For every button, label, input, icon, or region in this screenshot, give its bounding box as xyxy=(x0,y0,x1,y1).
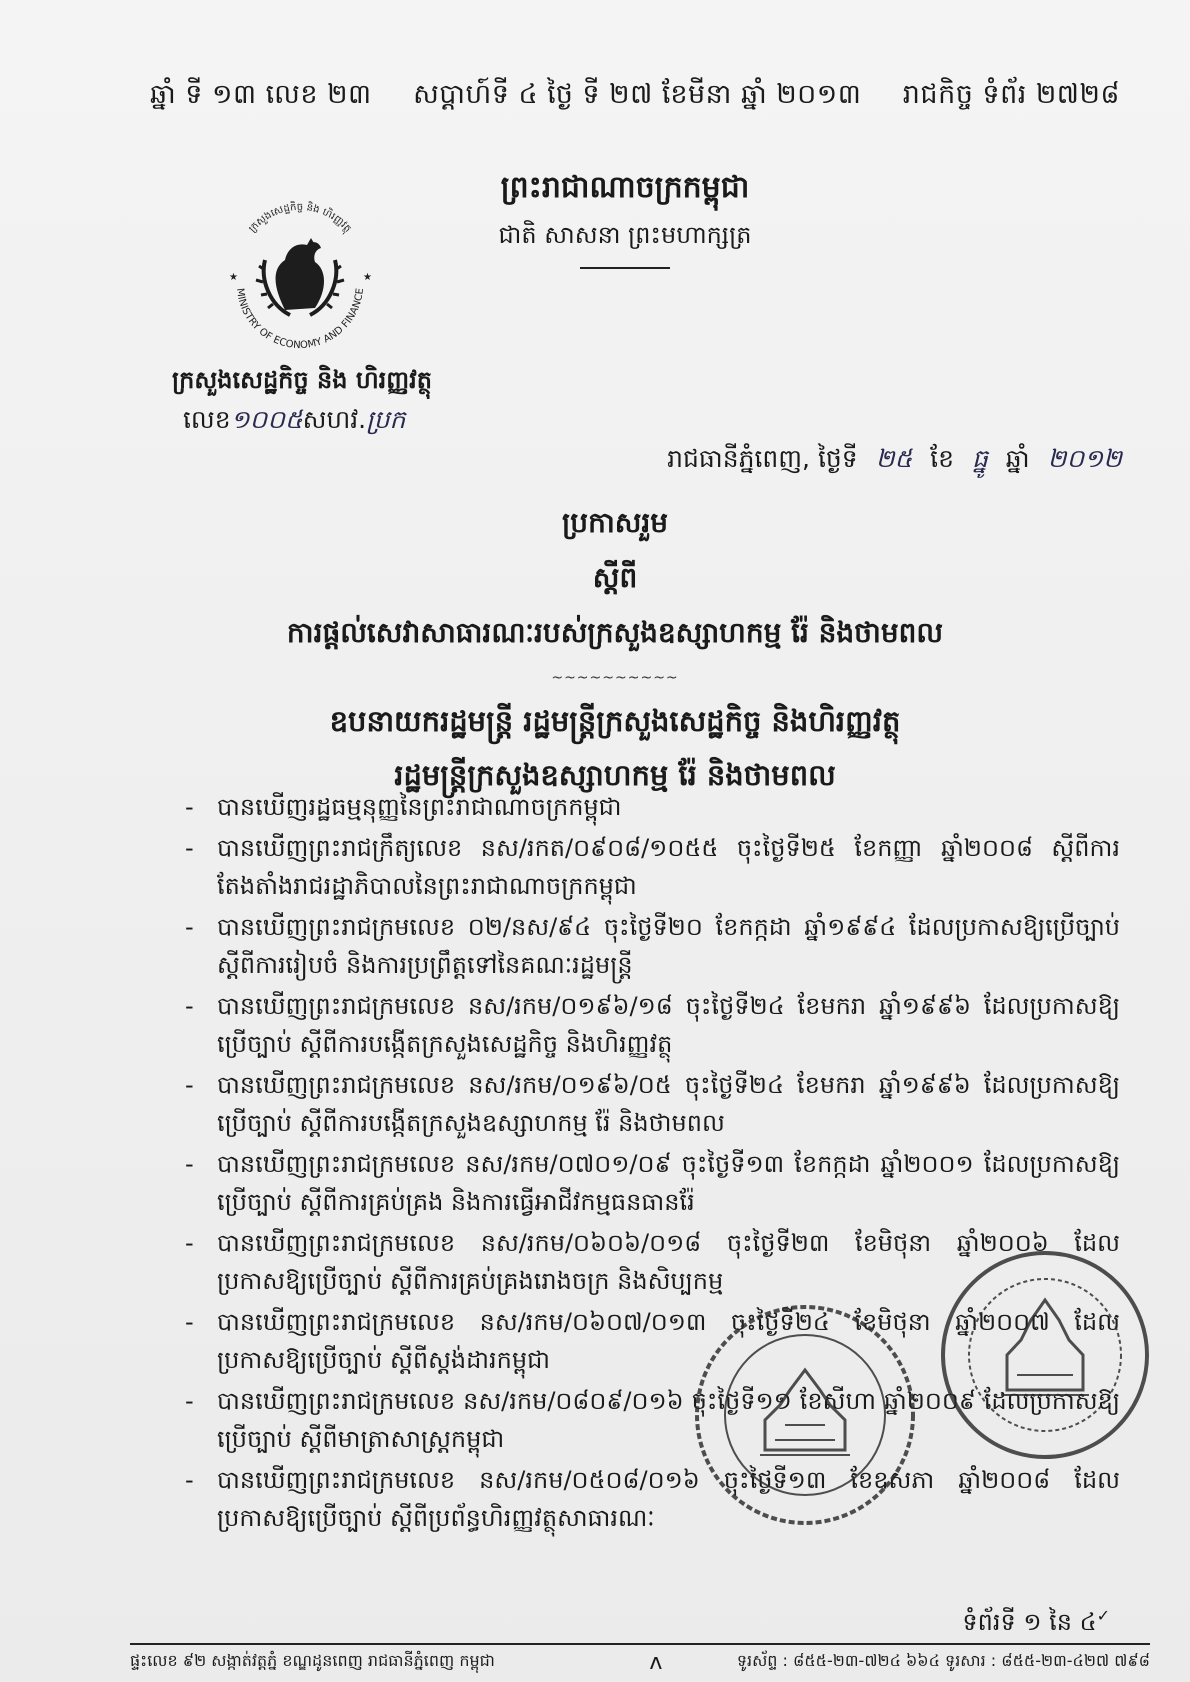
check-mark-icon: ✓ xyxy=(1096,1606,1110,1625)
page-label: ទំព័រទី ១ នៃ ៤ xyxy=(962,1608,1097,1636)
consideration-item: - បានឃើញព្រះរាជក្រមលេខ នស/រកម/០១៩៦/០៥ ចុះថ្ងៃទី២៤ ខែមករា ឆ្នាំ១៩៩៦ ដែលប្រកាសឱ្យប្រើច្បាប់ ស្តីពីការបង្កើតក្រសួងឧស្សាហកម្ម រ៉ែ និងថាមពល xyxy=(185,1066,1120,1142)
rooster-silhouette xyxy=(276,242,324,310)
heading-divider xyxy=(580,267,670,269)
temple-icon xyxy=(765,1370,845,1450)
consideration-item: - បានឃើញព្រះរាជក្រមលេខ ០២/នស/៩៤ ចុះថ្ងៃទី២០ ខែកក្កដា ឆ្នាំ១៩៩៤ ដែលប្រកាសឱ្យប្រើច្បាប់ស្តីពីការរៀបចំ និងការប្រព្រឹត្តទៅនៃគណៈរដ្ឋមន្ត្រី xyxy=(185,908,1120,984)
emblem-latin-text: MINISTRY OF ECONOMY AND FINANCE xyxy=(233,287,366,352)
reference-number xyxy=(183,405,405,441)
consideration-item: - បានឃើញព្រះរាជក្រមលេខ នស/រកម/០៥០៨/០១៦ ចុះថ្ងៃទី១៣ ខែឧសភា ឆ្នាំ២០០៨ ដែលប្រកាសឱ្យប្រើច្បាប់ ស្តីពីប្រព័ន្ធហិរញ្ញវត្ថុសាធារណៈ xyxy=(185,1461,1120,1537)
official-seal-left xyxy=(690,1300,920,1530)
official-seal-right xyxy=(935,1245,1155,1465)
consideration-item: - បានឃើញព្រះរាជក្រឹត្យលេខ នស/រកត/០៩០៨/១០៥៥ ចុះថ្ងៃទី២៥ ខែកញ្ញា ឆ្នាំ២០០៨ ស្តីពីការតែងតាំងរាជរដ្ឋាភិបាលនៃព្រះរាជាណាចក្រកម្ពុជា xyxy=(185,829,1120,905)
footer xyxy=(130,1650,1150,1675)
date-year-label: ឆ្នាំ xyxy=(1005,444,1030,473)
footer-address: ផ្ទះលេខ ៩២ សង្កាត់វត្តភ្នំ ខណ្ឌដូនពេញ រាជធានីភ្នំពេញ កម្ពុជា xyxy=(130,1651,495,1670)
temple-icon xyxy=(1007,1300,1083,1390)
ministry-emblem-logo xyxy=(215,190,385,360)
document-type: ប្រកាសរួម xyxy=(561,506,669,539)
ref-label: លេខ xyxy=(183,405,231,434)
ref-suffix: សហវ. xyxy=(302,405,367,434)
ref-value: ១០០៥ xyxy=(230,405,303,434)
consideration-item: - បានឃើញព្រះរាជក្រមលេខ នស/រកម/០១៩៦/១៨ ចុះថ្ងៃទី២៤ ខែមករា ឆ្នាំ១៩៩៦ ដែលប្រកាសឱ្យប្រើច្បាប់ ស្តីពីការបង្កើតក្រសួងសេដ្ឋកិច្ច និងហិរញ្ញវត្ថុ xyxy=(185,987,1120,1063)
kingdom-name: ព្រះរាជាណាចក្រកម្ពុជា xyxy=(500,170,750,205)
about-label: ស្តីពី xyxy=(592,561,638,594)
issuer-line-1: ឧបនាយករដ្ឋមន្ត្រី រដ្ឋមន្ត្រីក្រសួងសេដ្ឋកិច្ច និងហិរញ្ញវត្ថុ xyxy=(329,704,901,738)
national-motto: ជាតិ សាសនា ព្រះមហាក្សត្រ xyxy=(498,221,752,249)
title-ornament: ~~~~~~~~~~ xyxy=(551,670,679,686)
gazette-header xyxy=(150,78,1120,117)
date-day: ២៥ xyxy=(875,444,913,473)
date-month-label: ខែ xyxy=(930,444,954,473)
issue-date xyxy=(667,444,1132,480)
issuer-line-2: រដ្ឋមន្ត្រីក្រសួងឧស្សាហកម្ម រ៉ែ និងថាមពល xyxy=(394,758,836,792)
emblem-star-right: ★ xyxy=(363,272,372,283)
footer-contact: ទូរស័ព្ទ : ៨៥៥-២៣-៧២៤ ៦៦៤ ទូរសារ : ៨៥៥-២៣-៤២៧ ៧៩៨ xyxy=(736,1651,1150,1670)
consideration-item: - បានឃើញព្រះរាជក្រមលេខ នស/រកម/០៨០៩/០១៦ ចុះថ្ងៃទី១១ ខែសីហា ឆ្នាំ២០០៩ ដែលប្រកាសឱ្យប្រើច្បាប់ ស្តីពីមាត្រាសាស្ត្រកម្ពុជា xyxy=(185,1382,1120,1458)
document-subject: ការផ្តល់សេវាសាធារណៈរបស់ក្រសួងឧស្សាហកម្ម រ៉ែ និងថាមពល xyxy=(286,616,944,649)
footer-mark: ʌ xyxy=(649,1650,663,1675)
document-titles xyxy=(40,505,1190,800)
gazette-page: រាជកិច្ច ទំព័រ ២៧២៨ xyxy=(902,79,1120,110)
consideration-item: - បានឃើញរដ្ឋធម្មនុញ្ញនៃព្រះរាជាណាចក្រកម្ពុជា xyxy=(185,788,1120,826)
emblem-khmer-text: ក្រសួងសេដ្ឋកិច្ច និង ហិរញ្ញវត្ថុ xyxy=(246,201,354,235)
rooster-comb xyxy=(307,238,315,245)
date-year: ២០១២ xyxy=(1047,444,1122,473)
ref-handwritten: ប្រក xyxy=(366,405,406,434)
page-number xyxy=(962,1606,1110,1642)
consideration-item: - បានឃើញព្រះរាជក្រមលេខ នស/រកម/០៦០៧/០១៣ ចុះថ្ងៃទី២៤ ខែមិថុនា ឆ្នាំ២០០៧ ដែលប្រកាសឱ្យប្រើច្បាប់ ស្តីពីស្តង់ដារកម្ពុជា xyxy=(185,1303,1120,1379)
consideration-item: - បានឃើញព្រះរាជក្រមលេខ នស/រកម/០៧០១/០៩ ចុះថ្ងៃទី១៣ ខែកក្កដា ឆ្នាំ២០០១ ដែលប្រកាសឱ្យប្រើច្បាប់ ស្តីពីការគ្រប់គ្រង និងការធ្វើអាជីវកម្មធនធានរ៉ែ xyxy=(185,1145,1120,1221)
gazette-issue: ឆ្នាំ ទី ១៣ លេខ ២៣ xyxy=(150,79,372,110)
gazette-week-date: សប្តាហ៍ទី ៤ ថ្ងៃ ទី ២៧ ខែមីនា ឆ្នាំ ២០១៣ xyxy=(413,79,862,110)
date-month: ធ្នូ xyxy=(971,444,988,473)
date-prefix: រាជធានីភ្នំពេញ, ថ្ងៃទី xyxy=(667,444,858,473)
footer-divider xyxy=(130,1643,1150,1645)
emblem-star-left: ★ xyxy=(229,272,238,283)
ministry-name: ក្រសួងសេដ្ឋកិច្ច និង ហិរញ្ញវត្ថុ xyxy=(172,366,432,394)
consideration-item: - បានឃើញព្រះរាជក្រមលេខ នស/រកម/០៦០៦/០១៨ ចុះថ្ងៃទី២៣ ខែមិថុនា ឆ្នាំ២០០៦ ដែលប្រកាសឱ្យប្រើច្បាប់ ស្តីពីការគ្រប់គ្រងរោងចក្រ និងសិប្បកម្ម xyxy=(185,1224,1120,1300)
